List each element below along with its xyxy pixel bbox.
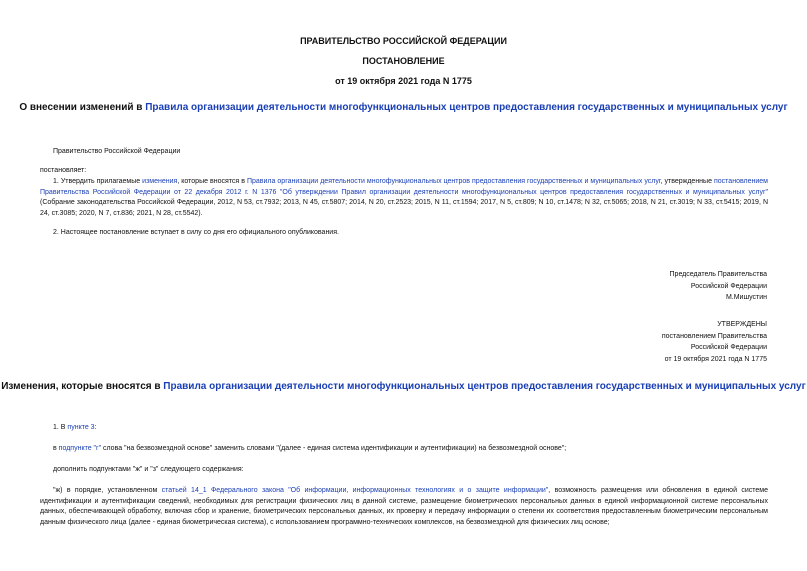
title-prefix: О внесении изменений в	[19, 102, 146, 113]
subpoint-g-link[interactable]: подпункте "г"	[58, 445, 102, 452]
preamble-govt: Правительство Российской Федерации	[53, 148, 181, 155]
signature-name: М.Мишустин	[725, 294, 767, 301]
change-1-text-b: :	[94, 424, 97, 431]
item-2: 2. Настоящее постановление вступает в силу со дня его официального опубликования.	[53, 229, 339, 236]
header-doc-type: ПОСТАНОВЛЕНИЕ	[362, 56, 445, 66]
change-4-text-b: , возможность размещения или обновления в единой системе идентификации и аутентификации сведений, необходимых для регистрации физических лиц в данной системе, размещение биометрических персональных данных в единой информационной системе персональных данных, обеспечивающей обработку, включая сбор и хранение, биометрических персональных данных, их проверку и передачу информации о степени их соответствия предоставленным биометрическим персональным данным физического лица (далее - единая биометрическая система), с использованием программно-технических комплексов, на безвозмездной для физических лиц основе;	[40, 487, 768, 526]
approved-line-4: от 19 октября 2021 года N 1775	[664, 355, 767, 363]
header-government: ПРАВИТЕЛЬСТВО РОССИЙСКОЙ ФЕДЕРАЦИИ	[300, 36, 507, 46]
change-3: дополнить подпунктами "ж" и "з" следующего содержания:	[53, 466, 244, 473]
changes-title-rules-link[interactable]: Правила организации деятельности многофункциональных центров предоставления государственных и муниципальных услуг	[163, 381, 806, 392]
document-title	[0, 102, 807, 113]
article-14-1-link[interactable]: статьей 14_1 Федерального закона "Об информации, информационных технологиях и о защите информации"	[161, 487, 549, 494]
change-2-text-a: в	[53, 445, 59, 452]
approved-line-2: постановлением Правительства	[661, 332, 767, 340]
preamble-decides: постановляет:	[40, 167, 87, 174]
item-1	[40, 177, 768, 219]
header-date-number: от 19 октября 2021 года N 1775	[335, 76, 472, 86]
signature-block	[670, 269, 767, 304]
change-4-text-a: "ж) в порядке, установленном	[53, 487, 162, 494]
approved-line-3: Российской Федерации	[690, 344, 767, 351]
signature-line-2: Российской Федерации	[690, 282, 767, 290]
item-1-text-a: 1. Утвердить прилагаемые	[53, 178, 143, 185]
approved-block	[662, 319, 767, 365]
item-1-text-c: , утвержденные	[660, 178, 714, 185]
change-4	[40, 486, 768, 528]
rules-link[interactable]: Правила организации деятельности многофункциональных центров предоставления государственных и муниципальных услуг	[246, 178, 661, 185]
title-rules-link[interactable]: Правила организации деятельности многофункциональных центров предоставления государственных и муниципальных услуг	[145, 102, 788, 113]
item-1-text-b: , которые вносятся в	[177, 178, 247, 185]
item-1-text-d: (Собрание законодательства Российской Федерации, 2012, N 53, ст.7932; 2013, N 45, ст.5807; 2014, N 20, ст.2523; 2015, N 11, ст.1594; 2017, N 5, ст.809; N 10, ст.1478; N 32, ст.5065; 2018, N 21, ст.3019; N 33, ст.5415; 2019, N 24, ст.3085; 2020, N 7, ст.836; 2021, N 28, ст.5542).	[40, 199, 768, 217]
changes-title	[0, 381, 807, 392]
approved-line-1: УТВЕРЖДЕНЫ	[717, 321, 767, 328]
change-2	[53, 444, 566, 455]
point-3-link[interactable]: пункте 3	[67, 424, 95, 431]
changes-title-prefix: Изменения, которые вносятся в	[1, 381, 164, 392]
signature-line-1: Председатель Правительства	[669, 271, 767, 278]
changes-link[interactable]: изменения	[142, 178, 178, 185]
decree-1376-link[interactable]: постановлением Правительства Российской Федерации от 22 декабря 2012 г. N 1376 "Об утверждении Правил организации деятельности многофункциональных центров предоставления государственных и муниципальных услуг"	[40, 178, 768, 196]
change-1-text-a: 1. В	[53, 424, 68, 431]
change-1	[53, 423, 97, 434]
change-2-text-b: слова "на безвозмездной основе" заменить словами "(далее - единая система идентификации и аутентификации) на безвозмездной основе";	[101, 445, 567, 452]
